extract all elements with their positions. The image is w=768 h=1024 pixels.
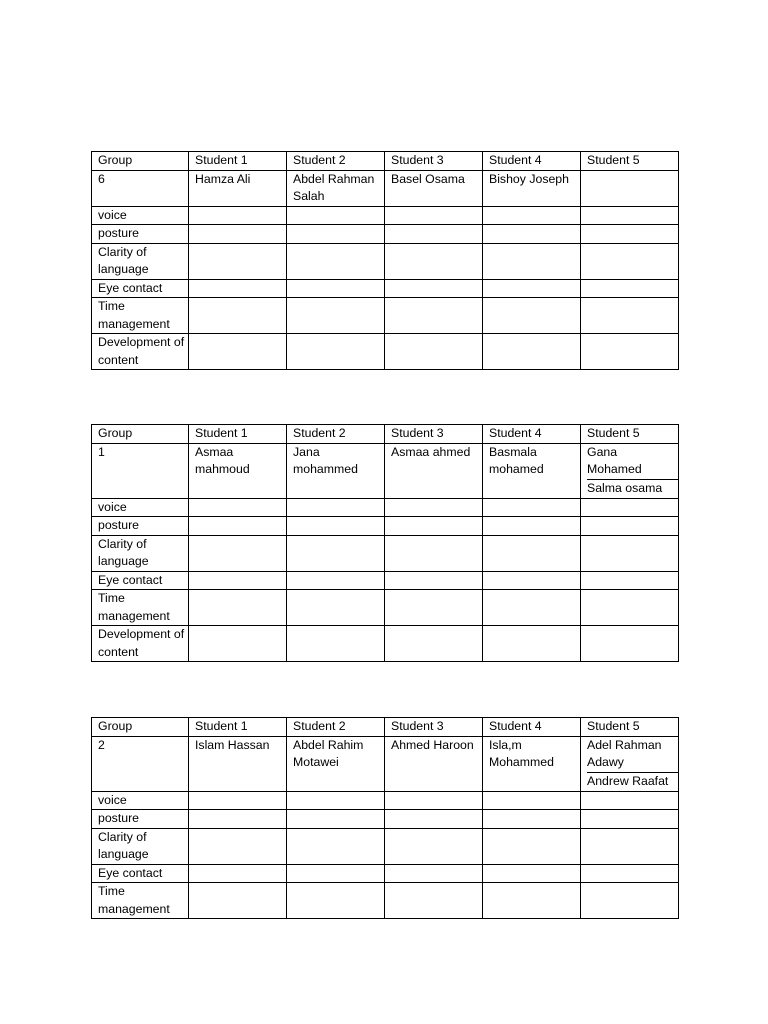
criterion-row-voice — [92, 498, 679, 517]
score-cell[interactable] — [189, 243, 287, 279]
criterion-row-time — [92, 883, 679, 919]
criterion-row-posture — [92, 225, 679, 244]
score-cell[interactable] — [287, 243, 385, 279]
score-cell[interactable] — [287, 864, 385, 883]
student-1-name: Hamza Ali — [189, 170, 287, 206]
criterion-row-clarity — [92, 828, 679, 864]
student-5-header: Student 5 — [581, 152, 679, 171]
score-cell[interactable] — [581, 590, 679, 626]
score-cell[interactable] — [189, 279, 287, 298]
score-cell[interactable] — [483, 498, 581, 517]
score-cell[interactable] — [287, 498, 385, 517]
criterion-row-eye-contact — [92, 864, 679, 883]
criterion-row-development — [92, 334, 679, 370]
student-2-name: Jana mohammed — [287, 443, 385, 498]
score-cell[interactable] — [483, 298, 581, 334]
score-cell[interactable] — [189, 791, 287, 810]
criterion-development: Development of content — [92, 626, 189, 662]
criterion-row-time — [92, 590, 679, 626]
student-5-cell — [581, 736, 679, 791]
score-cell[interactable] — [287, 279, 385, 298]
score-cell[interactable] — [581, 810, 679, 829]
criterion-eye-contact: Eye contact — [92, 571, 189, 590]
student-4-name: Isla,m Mohammed — [483, 736, 581, 791]
score-cell[interactable] — [483, 517, 581, 536]
group-number: 6 — [92, 170, 189, 206]
score-cell[interactable] — [189, 225, 287, 244]
score-cell[interactable] — [189, 298, 287, 334]
score-cell[interactable] — [385, 590, 483, 626]
student-1-header: Student 1 — [189, 152, 287, 171]
score-cell[interactable] — [287, 883, 385, 919]
criterion-row-clarity — [92, 243, 679, 279]
score-cell[interactable] — [189, 590, 287, 626]
group-number: 2 — [92, 736, 189, 791]
score-cell[interactable] — [483, 626, 581, 662]
score-cell[interactable] — [385, 828, 483, 864]
score-cell[interactable] — [483, 535, 581, 571]
score-cell[interactable] — [287, 535, 385, 571]
student-2-header: Student 2 — [287, 425, 385, 444]
criterion-development: Development of content — [92, 334, 189, 370]
score-cell[interactable] — [385, 225, 483, 244]
score-cell[interactable] — [287, 828, 385, 864]
student-3-header: Student 3 — [385, 718, 483, 737]
score-cell[interactable] — [385, 298, 483, 334]
score-cell[interactable] — [189, 334, 287, 370]
criterion-row-voice — [92, 206, 679, 225]
student-2-header: Student 2 — [287, 718, 385, 737]
student-3-header: Student 3 — [385, 152, 483, 171]
score-cell[interactable] — [385, 571, 483, 590]
score-cell[interactable] — [189, 883, 287, 919]
score-cell[interactable] — [581, 279, 679, 298]
student-5-name — [581, 170, 679, 206]
score-cell[interactable] — [581, 864, 679, 883]
score-cell[interactable] — [189, 535, 287, 571]
score-cell[interactable] — [483, 571, 581, 590]
score-cell[interactable] — [385, 535, 483, 571]
score-cell[interactable] — [189, 517, 287, 536]
student-4-name: Bishoy Joseph — [483, 170, 581, 206]
criterion-posture: posture — [92, 517, 189, 536]
student-2-header: Student 2 — [287, 152, 385, 171]
criterion-clarity: Clarity of language — [92, 243, 189, 279]
score-cell[interactable] — [385, 626, 483, 662]
score-cell[interactable] — [581, 498, 679, 517]
score-cell[interactable] — [581, 334, 679, 370]
evaluation-table-group-2 — [91, 717, 679, 919]
score-cell[interactable] — [581, 626, 679, 662]
score-cell[interactable] — [385, 334, 483, 370]
names-row — [92, 443, 679, 498]
score-cell[interactable] — [483, 864, 581, 883]
header-row — [92, 425, 679, 444]
student-3-header: Student 3 — [385, 425, 483, 444]
student-4-header: Student 4 — [483, 152, 581, 171]
criterion-posture: posture — [92, 225, 189, 244]
criterion-posture: posture — [92, 810, 189, 829]
student-1-name: Islam Hassan — [189, 736, 287, 791]
student-4-name: Basmala mohamed — [483, 443, 581, 498]
score-cell[interactable] — [483, 828, 581, 864]
student-5-name: Gana Mohamed — [587, 444, 678, 480]
header-row — [92, 718, 679, 737]
score-cell[interactable] — [189, 864, 287, 883]
student-2-name: Abdel Rahim Motawei — [287, 736, 385, 791]
criterion-voice: voice — [92, 791, 189, 810]
student-3-name: Basel Osama — [385, 170, 483, 206]
score-cell[interactable] — [189, 498, 287, 517]
score-cell[interactable] — [483, 883, 581, 919]
group-header: Group — [92, 425, 189, 444]
criterion-row-voice — [92, 791, 679, 810]
student-5-header: Student 5 — [581, 425, 679, 444]
names-row — [92, 170, 679, 206]
names-row — [92, 736, 679, 791]
criterion-row-eye-contact — [92, 571, 679, 590]
score-cell[interactable] — [385, 279, 483, 298]
criterion-clarity: Clarity of language — [92, 535, 189, 571]
score-cell[interactable] — [581, 206, 679, 225]
criterion-row-eye-contact — [92, 279, 679, 298]
student-5-header: Student 5 — [581, 718, 679, 737]
score-cell[interactable] — [483, 334, 581, 370]
score-cell[interactable] — [385, 791, 483, 810]
evaluation-table-group-6 — [91, 151, 679, 370]
score-cell[interactable] — [189, 828, 287, 864]
student-5-cell — [581, 443, 679, 498]
criterion-row-development — [92, 626, 679, 662]
criterion-clarity: Clarity of language — [92, 828, 189, 864]
score-cell[interactable] — [483, 590, 581, 626]
student-1-header: Student 1 — [189, 425, 287, 444]
student-1-header: Student 1 — [189, 718, 287, 737]
score-cell[interactable] — [581, 535, 679, 571]
score-cell[interactable] — [385, 883, 483, 919]
score-cell[interactable] — [483, 279, 581, 298]
criterion-row-time — [92, 298, 679, 334]
criterion-time: Time management — [92, 590, 189, 626]
score-cell[interactable] — [483, 810, 581, 829]
student-3-name: Asmaa ahmed — [385, 443, 483, 498]
criterion-eye-contact: Eye contact — [92, 279, 189, 298]
score-cell[interactable] — [385, 517, 483, 536]
score-cell[interactable] — [385, 243, 483, 279]
group-number: 1 — [92, 443, 189, 498]
score-cell[interactable] — [581, 883, 679, 919]
student-2-name: Abdel Rahman Salah — [287, 170, 385, 206]
header-row — [92, 152, 679, 171]
score-cell[interactable] — [287, 206, 385, 225]
score-cell[interactable] — [581, 225, 679, 244]
score-cell[interactable] — [287, 225, 385, 244]
score-cell[interactable] — [287, 810, 385, 829]
score-cell[interactable] — [189, 626, 287, 662]
group-header: Group — [92, 718, 189, 737]
group-header: Group — [92, 152, 189, 171]
score-cell[interactable] — [581, 298, 679, 334]
score-cell[interactable] — [287, 590, 385, 626]
criterion-time: Time management — [92, 883, 189, 919]
score-cell[interactable] — [287, 571, 385, 590]
student-5-extra-name: Salma osama — [587, 480, 663, 495]
score-cell[interactable] — [483, 243, 581, 279]
score-cell[interactable] — [483, 206, 581, 225]
student-4-header: Student 4 — [483, 425, 581, 444]
score-cell[interactable] — [287, 626, 385, 662]
score-cell[interactable] — [581, 243, 679, 279]
score-cell[interactable] — [287, 791, 385, 810]
score-cell[interactable] — [385, 810, 483, 829]
criterion-row-posture — [92, 517, 679, 536]
criterion-voice: voice — [92, 498, 189, 517]
score-cell[interactable] — [189, 571, 287, 590]
evaluation-table-group-1 — [91, 424, 679, 662]
score-cell[interactable] — [483, 791, 581, 810]
score-cell[interactable] — [287, 298, 385, 334]
score-cell[interactable] — [581, 571, 679, 590]
criterion-row-clarity — [92, 535, 679, 571]
score-cell[interactable] — [287, 334, 385, 370]
criterion-row-posture — [92, 810, 679, 829]
score-cell[interactable] — [581, 517, 679, 536]
score-cell[interactable] — [287, 517, 385, 536]
student-3-name: Ahmed Haroon — [385, 736, 483, 791]
score-cell[interactable] — [189, 206, 287, 225]
student-5-extra-name: Andrew Raafat — [587, 773, 669, 788]
score-cell[interactable] — [189, 810, 287, 829]
criterion-time: Time management — [92, 298, 189, 334]
score-cell[interactable] — [581, 791, 679, 810]
score-cell[interactable] — [385, 864, 483, 883]
score-cell[interactable] — [581, 828, 679, 864]
criterion-eye-contact: Eye contact — [92, 864, 189, 883]
student-4-header: Student 4 — [483, 718, 581, 737]
score-cell[interactable] — [483, 225, 581, 244]
score-cell[interactable] — [385, 498, 483, 517]
criterion-voice: voice — [92, 206, 189, 225]
score-cell[interactable] — [385, 206, 483, 225]
student-1-name: Asmaa mahmoud — [189, 443, 287, 498]
student-5-name: Adel Rahman Adawy — [587, 737, 678, 773]
